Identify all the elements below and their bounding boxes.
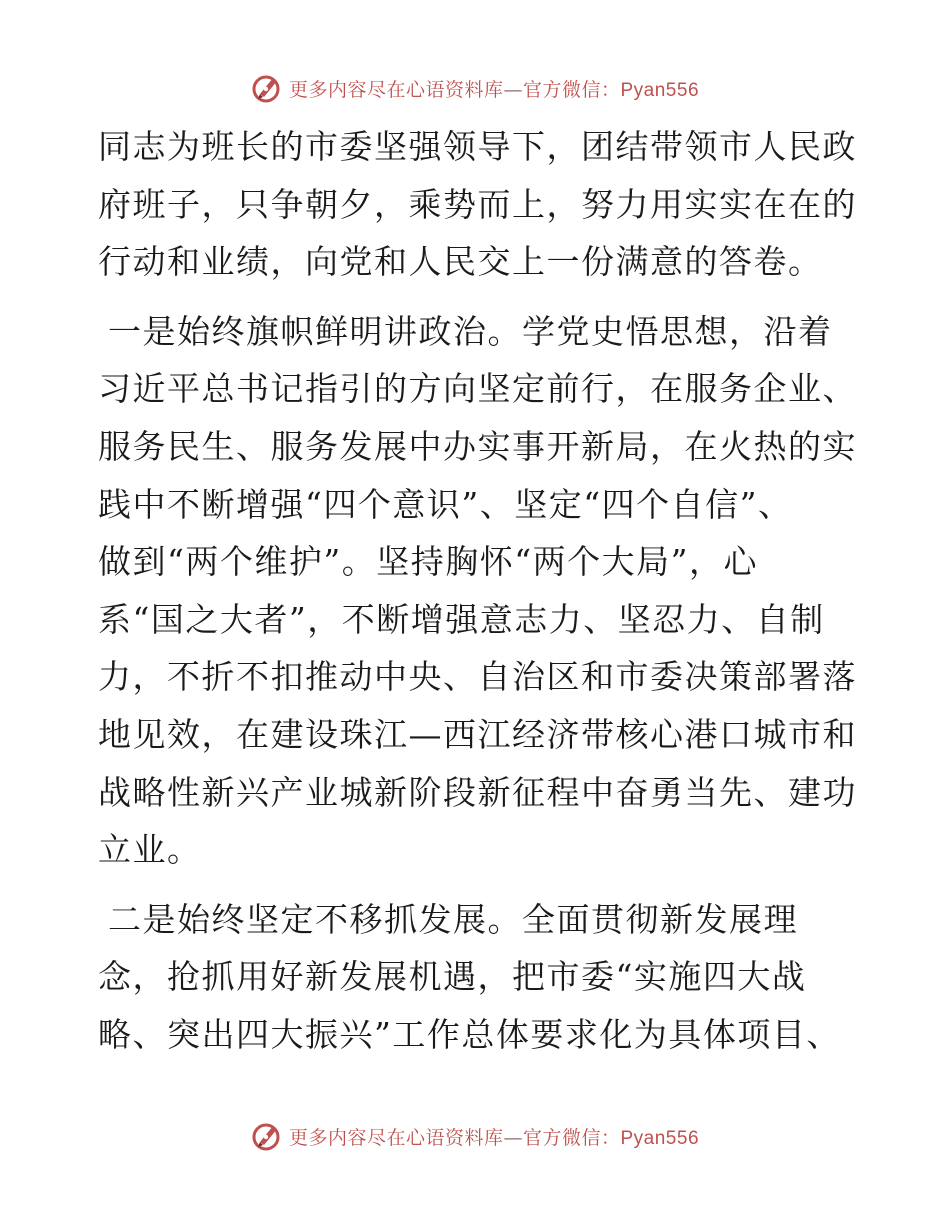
- pen-logo-icon: [251, 1120, 283, 1152]
- watermark-text: 更多内容尽在心语资料库—官方微信：Pyan556: [288, 1126, 700, 1149]
- paragraph-2: [98, 303, 858, 879]
- text-line: 行动和业绩，向党和人民交上一份满意的答卷。: [98, 242, 823, 282]
- text-line: 念，抢抓用好新发展机遇，把市委“实施四大战: [98, 957, 807, 997]
- text-line: 一是始终旗帜鲜明讲政治。学党史悟思想，沿着: [108, 311, 833, 351]
- pen-logo-icon: [251, 72, 283, 104]
- text-line: 习近平总书记指引的方向坚定前行，在服务企业、: [98, 369, 857, 409]
- document-body: [98, 118, 858, 1064]
- paragraph-3: [98, 891, 858, 1064]
- text-line: 做到“两个维护”。坚持胸怀“两个大局”，心: [98, 542, 758, 582]
- watermark-text: 更多内容尽在心语资料库—官方微信：Pyan556: [288, 78, 700, 101]
- text-line: 略、突出四大振兴”工作总体要求化为具体项目、: [98, 1014, 841, 1054]
- text-line: 服务民生、服务发展中办实事开新局，在火热的实: [98, 426, 857, 466]
- text-line: 系“国之大者”，不断增强意志力、坚忍力、自制: [98, 599, 825, 639]
- text-line: 力，不折不扣推动中央、自治区和市委决策部署落: [98, 657, 857, 697]
- text-line: 战略性新兴产业城新阶段新征程中奋勇当先、建功: [98, 772, 857, 812]
- text-line: 同志为班长的市委坚强领导下，团结带领市人民政: [98, 127, 857, 166]
- footer-watermark: [0, 1120, 950, 1152]
- text-line: 二是始终坚定不移抓发展。全面贯彻新发展理: [108, 899, 798, 939]
- header-watermark: [0, 72, 950, 104]
- text-line: 践中不断增强“四个意识”、坚定“四个自信”、: [98, 484, 793, 524]
- text-line: 立业。: [98, 830, 202, 870]
- text-line: 地见效，在建设珠江—西江经济带核心港口城市和: [98, 714, 857, 754]
- text-line: 府班子，只争朝夕，乘势而上，努力用实实在在的: [98, 184, 857, 224]
- paragraph-1: [98, 118, 858, 291]
